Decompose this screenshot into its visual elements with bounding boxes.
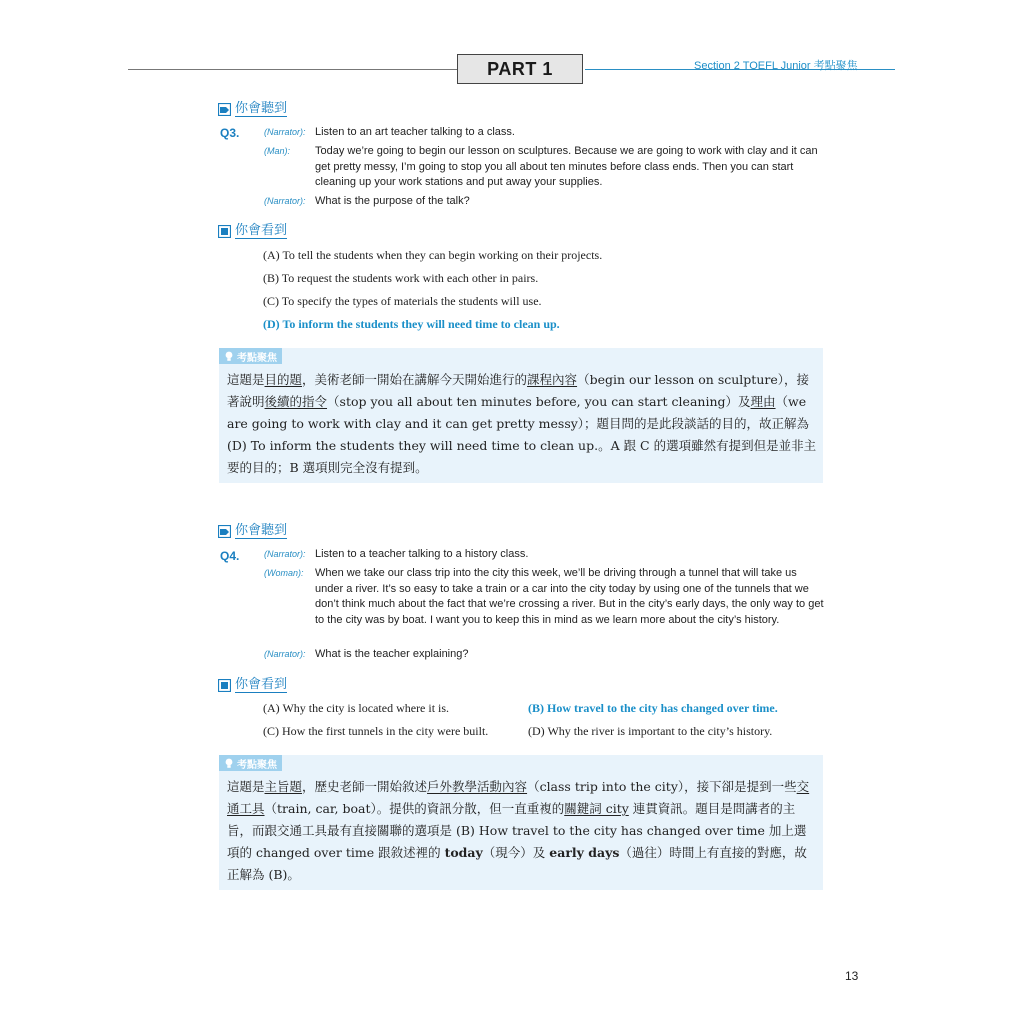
listen-icon	[218, 103, 231, 116]
q4-focus-b1: today	[444, 845, 483, 860]
q3-line-3: What is the purpose of the talk?	[315, 195, 470, 207]
q3-option-c: (C) To specify the types of materials the students will use.	[263, 294, 542, 308]
q4-speaker-3: (Narrator):	[264, 649, 306, 659]
listen-icon	[218, 525, 231, 538]
q3-focus-p5: （we are going to work with clay and it can get pretty messy）；題目問的是此段談話的目的，故正解為 (D) To inform the students they will need time to clean up.。A 跟 C 的選項雖然有提到但是並非主要的目的；B 選項則完全沒有提到。	[227, 394, 817, 475]
q3-focus-u4: 理由	[750, 394, 776, 409]
part-label: PART 1	[457, 54, 583, 84]
q4-speaker-1: (Narrator):	[264, 549, 306, 559]
q4-focus-p7: （過往）時間上有直接的對應，故正解為 (B)。	[227, 845, 807, 882]
q3-focus-box	[219, 348, 823, 483]
q3-see-heading	[218, 224, 287, 239]
q3-speaker-2: (Man):	[264, 146, 291, 156]
q3-speaker-3: (Narrator):	[264, 196, 306, 206]
q3-line-1: Listen to an art teacher talking to a class.	[315, 126, 515, 138]
see-icon	[218, 679, 231, 692]
q4-focus-text	[227, 776, 817, 886]
q3-focus-u1: 目的題	[264, 372, 303, 387]
q3-focus-text	[227, 369, 817, 479]
q4-option-b-correct: (B) How travel to the city has changed over time.	[528, 701, 778, 715]
q3-number: Q3.	[220, 126, 240, 140]
q3-see-label: 你會看到	[235, 223, 288, 238]
q3-listen-label: 你會聽到	[235, 101, 288, 116]
page-number: 13	[845, 969, 859, 983]
q4-line-1: Listen to a teacher talking to a history class.	[315, 548, 529, 560]
lightbulb-icon	[224, 758, 234, 769]
q4-focus-tag-label: 考點聚焦	[237, 759, 277, 771]
q3-focus-u2: 課程內容	[527, 372, 578, 387]
q3-focus-p1: 這題是	[227, 372, 265, 387]
q4-listen-label: 你會聽到	[235, 523, 288, 538]
q4-focus-box	[219, 755, 823, 890]
q4-focus-p4: （train, car, boat）。提供的資訊分散，但一直重複的	[264, 801, 565, 816]
see-icon	[218, 225, 231, 238]
q3-line-2: Today we’re going to begin our lesson on sculptures. Because we are going to work with clay and it can get pretty messy, I’m going to stop you all about ten minutes before class ends. Then you can start cleaning up your work stations and put away your supplies.	[315, 145, 818, 188]
q4-line-3: What is the teacher explaining?	[315, 648, 469, 660]
header-rule-left	[128, 69, 458, 70]
q4-focus-p1: 這題是	[227, 779, 265, 794]
q3-speaker-1: (Narrator):	[264, 127, 306, 137]
q3-option-a: (A) To tell the students when they can begin working on their projects.	[263, 248, 603, 262]
q4-focus-u4: 關鍵詞 city	[564, 801, 629, 816]
q4-focus-p2: ，歷史老師一開始敘述	[302, 779, 428, 794]
q4-option-a: (A) Why the city is located where it is.	[263, 701, 450, 715]
q4-speaker-2: (Woman):	[264, 568, 304, 578]
q4-see-label: 你會看到	[235, 677, 288, 692]
q4-focus-tag	[219, 755, 282, 771]
q4-focus-p6: （現今）及	[482, 845, 550, 860]
q3-focus-tag-label: 考點聚焦	[237, 352, 277, 364]
section-title: Section 2 TOEFL Junior 考點聚焦	[694, 60, 858, 72]
q4-see-heading	[218, 678, 287, 693]
q3-focus-tag	[219, 348, 282, 364]
q4-focus-u3: 交通工具	[227, 779, 810, 816]
q3-focus-u3: 後續的指令	[264, 394, 328, 409]
q3-option-b: (B) To request the students work with each other in pairs.	[263, 271, 539, 285]
q3-focus-p3: （begin our lesson on sculpture），接著說明	[227, 372, 809, 409]
q4-option-c: (C) How the first tunnels in the city were built.	[263, 724, 489, 738]
q3-option-d-correct: (D) To inform the students they will need time to clean up.	[263, 317, 560, 331]
q3-focus-p4: （stop you all about ten minutes before, you can start cleaning）及	[327, 394, 751, 409]
q4-number: Q4.	[220, 549, 240, 563]
q4-focus-p3: （class trip into the city），接下卻是提到一些	[527, 779, 797, 794]
q4-focus-u1: 主旨題	[264, 779, 303, 794]
q4-line-2: When we take our class trip into the city this week, we’ll be driving through a tunnel that will take us under a river. It’s so easy to take a train or a car into the city today by using one of the tunnels that we don’t think much about the fact that we’re crossing a river. But in the city’s early days, the only way to get to the city was by boat. I want you to keep this in mind as we learn more about the city’s history.	[315, 567, 824, 626]
q3-focus-p2: ，美術老師一開始在講解今天開始進行的	[302, 372, 528, 387]
q4-option-d: (D) Why the river is important to the city’s history.	[528, 724, 773, 738]
q4-focus-p5: 連貫資訊。題目是問講者的主旨，而跟交通工具最有直接關聯的選項是 (B) How travel to the city has changed over time 加上選項的 changed over time 跟敘述裡的	[227, 801, 807, 860]
q4-listen-heading	[218, 524, 287, 539]
q4-focus-u2: 戶外教學活動內容	[427, 779, 528, 794]
q3-listen-heading	[218, 102, 287, 117]
lightbulb-icon	[224, 351, 234, 362]
q4-focus-b2: early days	[549, 845, 620, 860]
